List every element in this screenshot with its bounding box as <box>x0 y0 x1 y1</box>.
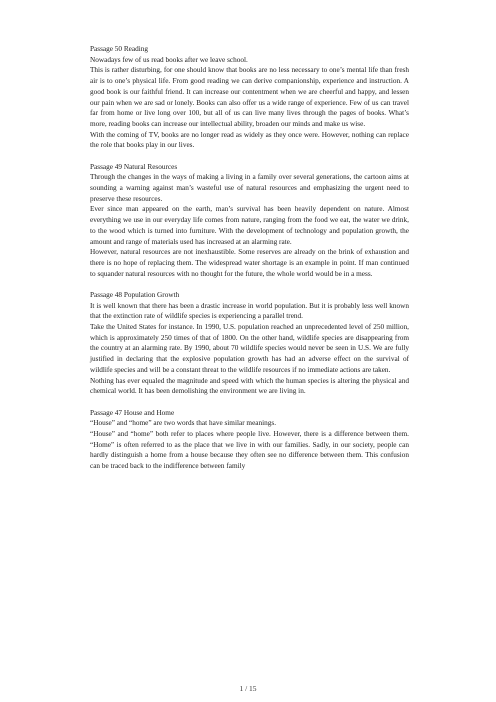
paragraph: With the coming of TV, books are no longer read as widely as they once were. However, nothing can replace the role that books play in our lives. <box>90 130 409 150</box>
paragraph: “House” and “home” are two words that have similar meanings. <box>90 419 277 428</box>
page-number: 1 / 15 <box>239 684 257 693</box>
passage-49 <box>90 162 409 280</box>
passage-title: Passage 48 Population Growth <box>90 290 180 299</box>
paragraph: “House” and “home” both refer to places where people live. However, there is a difference between them. “Home” is often referred to as the place that we live in with our families. Sadly, in our society, people can hardly distinguish a home from a house because they often see no difference between them. This confusion can be traced back to the indifference between family <box>90 429 409 471</box>
passage-50 <box>90 44 409 151</box>
paragraph: Through the changes in the ways of making a living in a family over several generations, the cartoon aims at sounding a warning against man’s wasteful use of natural resources and emphasizing the urgent need to preserve these resources. <box>90 173 409 203</box>
passage-47 <box>90 408 409 472</box>
paragraph: This is rather disturbing, for one should know that books are no less necessary to one’s mental life than fresh air is to one’s physical life. From good reading we can derive companionship, experience and instruction. A good book is our faithful friend. It can increase our contentment when we are cheerful and happy, and lessen our pain when we are sad or lonely. Books can also offer us a wide range of experience. Few of us can travel far from home or live long over 100, but all of us can live many lives through the pages of books. What’s more, reading books can increase our intellectual ability, broaden our minds and make us wise. <box>90 66 409 128</box>
passage-48 <box>90 290 409 397</box>
paragraph: Nothing has ever equaled the magnitude and speed with which the human species is altering the physical and chemical world. It has been demolishing the environment we are living in. <box>90 376 409 396</box>
paragraph: Ever since man appeared on the earth, man’s survival has been heavily dependent on nature. Almost everything we use in our everyday life comes from nature, ranging from the food we eat, the water we drink, to the wood which is turned into furniture. With the development of technology and population growth, the amount and range of materials used has increased at an alarming rate. <box>90 205 409 246</box>
paragraph: It is well known that there has been a drastic increase in world population. But it is probably less well known that the extinction rate of wildlife species is experiencing a parallel trend. <box>90 301 409 321</box>
paragraph: Nowadays few of us read books after we leave school. <box>90 55 248 64</box>
passage-title: Passage 47 House and Home <box>90 408 175 417</box>
passage-title: Passage 50 Reading <box>90 45 148 53</box>
paragraph: Take the United States for instance. In 1990, U.S. population reached an unprecedented level of 250 million, which is approximately 250 times of that of 1800. On the other hand, wildlife species are disappearing from the country at an alarming rate. By 1990, about 70 wildlife species would never be seen in U.S. We are fully justified in declaring that the explosive population growth has had an adverse effect on the survival of wildlife species and will be a constant threat to the wildlife resources if no immediate actions are taken. <box>90 323 409 374</box>
document-body <box>90 44 409 482</box>
passage-title: Passage 49 Natural Resources <box>90 162 178 171</box>
paragraph: However, natural resources are not inexhaustible. Some reserves are already on the brink of exhaustion and there is no hope of replacing them. The widespread water shortage is an example in point. If man continued to squander natural resources with no thought for the future, the whole world would be in a mess. <box>90 248 409 278</box>
